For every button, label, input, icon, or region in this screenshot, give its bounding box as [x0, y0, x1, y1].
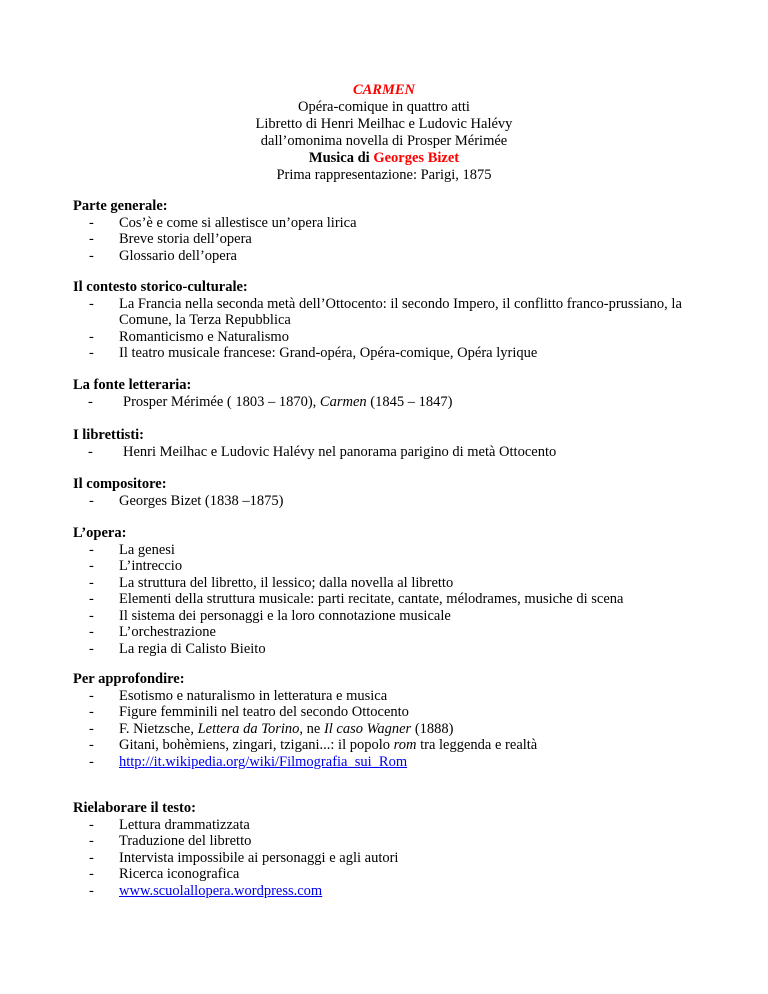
work-title: Il caso Wagner: [323, 720, 412, 737]
bullet-dash: -: [89, 328, 94, 345]
bullet-dash: -: [89, 231, 94, 247]
source-credit: dall’omonima novella di Prosper Mérimée: [260, 133, 508, 149]
list-item-text: Henri Meilhac e Ludovic Halévy nel panorama parigino di metà Ottocento: [123, 443, 557, 460]
list-item-text: L’orchestrazione: [119, 624, 216, 640]
section-parte-generale: [73, 198, 753, 264]
bullet-dash: -: [89, 753, 94, 770]
section-compositore: [73, 476, 753, 509]
list-item-text: Romanticismo e Naturalismo: [119, 328, 289, 345]
work-title: Carmen: [319, 393, 367, 410]
list-item: [73, 641, 753, 658]
bullet-dash: -: [89, 816, 94, 833]
section-approfondire: [73, 671, 753, 770]
section-heading: L’opera:: [73, 525, 127, 541]
list-item-text: Figure femminili nel teatro del secondo Ottocento: [119, 704, 409, 720]
list-item-text: La struttura del libretto, il lessico; dalla novella al libretto: [119, 574, 454, 591]
list-item-text: (1845 – 1847): [366, 393, 453, 410]
composer-name: Georges Bizet: [373, 150, 460, 166]
bullet-dash: -: [89, 591, 94, 607]
list-item-text: Glossario dell’opera: [119, 247, 237, 264]
libretto-credit: Libretto di Henri Meilhac e Ludovic Halévy: [255, 116, 513, 132]
bullet-dash: -: [88, 443, 93, 460]
bullet-dash: -: [89, 687, 94, 704]
bullet-dash: -: [89, 558, 94, 574]
bullet-dash: -: [89, 882, 94, 899]
list-item-text: Cos’è e come si allestisce un’opera lirica: [119, 214, 357, 231]
premiere-info: Prima rappresentazione: Parigi, 1875: [276, 167, 492, 183]
list-item-text: Esotismo e naturalismo in letteratura e musica: [119, 687, 388, 704]
section-opera: [73, 525, 753, 657]
bullet-dash: -: [89, 833, 94, 849]
italic-term: rom: [393, 737, 417, 753]
list-item: [73, 688, 753, 705]
music-prefix: Musica di: [308, 150, 374, 166]
list-item: [73, 591, 753, 608]
bullet-dash: -: [89, 247, 94, 264]
section-rielaborare: [73, 800, 753, 899]
list-item: [73, 296, 753, 329]
list-item-text: Breve storia dell’opera: [119, 231, 252, 247]
bullet-dash: -: [89, 345, 94, 361]
section-heading: Rielaborare il testo:: [73, 800, 196, 816]
section-heading: Il contesto storico-culturale:: [73, 279, 248, 295]
section-heading: Parte generale:: [73, 198, 168, 214]
list-item-text: La genesi: [119, 541, 175, 558]
bullet-dash: -: [89, 704, 94, 720]
opera-subtitle: Opéra-comique in quattro atti: [298, 99, 470, 115]
section-heading: Per approfondire:: [73, 671, 185, 687]
list-item: [73, 329, 753, 346]
list-item: [73, 721, 753, 738]
list-item: [73, 493, 753, 510]
bullet-dash: -: [89, 737, 94, 753]
bullet-dash: -: [89, 607, 94, 624]
list-item-text: Ricerca iconografica: [119, 866, 240, 882]
section-fonte: [73, 377, 753, 410]
title-block: [0, 82, 768, 184]
section-heading: Il compositore:: [73, 476, 167, 492]
wikipedia-link[interactable]: http://it.wikipedia.org/wiki/Filmografia_sui_Rom: [119, 753, 408, 770]
list-item-text: L’intreccio: [119, 558, 183, 574]
list-item: [73, 817, 753, 834]
list-item-text: Prosper Mérimée ( 1803 – 1870),: [123, 393, 320, 410]
bullet-dash: -: [88, 393, 93, 410]
list-item: [73, 248, 753, 265]
bullet-dash: -: [89, 574, 94, 591]
list-item: [73, 542, 753, 559]
list-item: [73, 624, 753, 641]
bullet-dash: -: [89, 866, 94, 882]
list-item: [73, 850, 753, 867]
bullet-dash: -: [89, 624, 94, 640]
list-item: [73, 231, 753, 248]
list-item: [73, 215, 753, 232]
list-item: [73, 754, 753, 771]
bullet-dash: -: [89, 541, 94, 558]
list-item: [73, 394, 753, 411]
opera-title: CARMEN: [352, 82, 416, 98]
list-item: [73, 345, 753, 362]
bullet-dash: -: [89, 849, 94, 866]
list-item-text: Gitani, bohèmiens, zingari, tzigani...: il popolo: [119, 737, 394, 753]
bullet-dash: -: [89, 295, 94, 312]
list-item-text: tra leggenda e realtà: [416, 737, 538, 753]
list-item: [73, 833, 753, 850]
bullet-dash: -: [89, 720, 94, 737]
list-item-text: La Francia nella seconda metà dell’Ottocento: il secondo Impero, il conflitto franco-prussiano, la Comune, la Terza Repubblica: [119, 295, 682, 328]
list-item: [73, 575, 753, 592]
blog-link[interactable]: www.scuolallopera.wordpress.com: [119, 882, 323, 899]
list-item-text: Traduzione del libretto: [119, 833, 252, 849]
list-item: [73, 608, 753, 625]
bullet-dash: -: [89, 214, 94, 231]
list-item: [73, 737, 753, 754]
list-item-text: Georges Bizet (1838 –1875): [119, 492, 284, 509]
list-item-text: (1888): [411, 720, 454, 737]
list-item: [73, 704, 753, 721]
list-item-text: F. Nietzsche,: [119, 720, 198, 737]
list-item-text: Il teatro musicale francese: Grand-opéra, Opéra-comique, Opéra lyrique: [119, 345, 538, 361]
list-item-text: , ne: [299, 720, 324, 737]
list-item: [73, 883, 753, 900]
section-heading: La fonte letteraria:: [73, 377, 192, 393]
list-item: [73, 866, 753, 883]
list-item: [73, 558, 753, 575]
work-title: Lettera da Torino: [197, 720, 300, 737]
section-librettisti: [73, 427, 753, 460]
section-contesto: [73, 279, 753, 362]
list-item-text: Elementi della struttura musicale: parti recitate, cantate, mélodrames, musiche di scena: [119, 591, 624, 607]
bullet-dash: -: [89, 640, 94, 657]
bullet-dash: -: [89, 492, 94, 509]
section-heading: I librettisti:: [73, 427, 145, 443]
list-item-text: Lettura drammatizzata: [119, 816, 250, 833]
list-item-text: Il sistema dei personaggi e la loro connotazione musicale: [119, 607, 451, 624]
list-item: [73, 444, 753, 461]
list-item-text: La regia di Calisto Bieito: [119, 640, 266, 657]
list-item-text: Intervista impossibile ai personaggi e agli autori: [119, 849, 399, 866]
music-credit: [0, 150, 768, 167]
